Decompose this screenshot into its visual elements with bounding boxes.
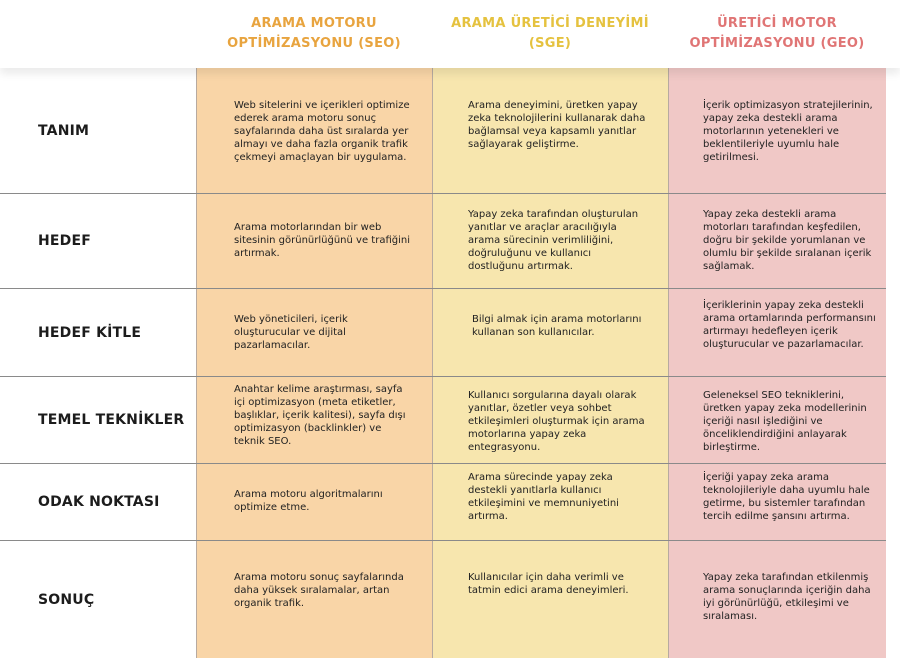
- seo-cell-sonuc: Arama motoru sonuç sayfalarında daha yüksek sıralamalar, artan organik trafik.: [234, 572, 404, 609]
- table-row-temel-teknikler: [0, 377, 886, 464]
- row-label-tanim: TANIM: [38, 122, 90, 139]
- geo-cell-hedef: Yapay zeka destekli arama motorları tarafından keşfedilen, doğru bir şekilde yorumlanan ve olumlu bir şekilde sıralanan içerik sağlamak.: [703, 209, 872, 272]
- table-header: [0, 0, 900, 68]
- table-row-odak-noktasi: [0, 464, 886, 541]
- table-row-hedef-kitle: [0, 289, 886, 377]
- sge-cell-temel-teknikler: Kullanıcı sorgularına dayalı olarak yanıtlar, özetler veya sohbet etkileşimleri oluşturmak için arama motorlarına yapay zeka entegrasyonu.: [468, 390, 645, 453]
- sge-column-title: ARAMA ÜRETİCİ DENEYİMİ (SGE): [451, 16, 649, 51]
- geo-cell-hedef-kitle: İçeriklerinin yapay zeka destekli arama ortamlarında performansını artırmayı hedefleyen içerik oluşturucular ve pazarlamacılar.: [703, 300, 876, 350]
- table-row-tanim: [0, 68, 886, 194]
- row-label-temel-teknikler: TEMEL TEKNİKLER: [38, 412, 185, 428]
- seo-cell-hedef: Arama motorlarından bir web sitesinin görünürlüğünü ve trafiğini artırmak.: [234, 222, 410, 259]
- table-row-sonuc: [0, 541, 886, 658]
- sge-cell-hedef-kitle: Bilgi almak için arama motorlarını kullanan son kullanıcılar.: [472, 314, 642, 338]
- seo-cell-hedef-kitle: Web yöneticileri, içerik oluşturucular ve dijital pazarlamacılar.: [234, 314, 348, 351]
- sge-cell-sonuc: Kullanıcılar için daha verimli ve tatmin edici arama deneyimleri.: [468, 572, 629, 596]
- sge-cell-odak-noktasi: Arama sürecinde yapay zeka destekli yanıtlarla kullanıcı etkileşimini ve memnuniyetini artırma.: [468, 472, 619, 522]
- geo-cell-odak-noktasi: İçeriği yapay zeka arama teknolojileriyle daha uyumlu hale getirme, bu sistemler tarafından tercih edilme şansını artırma.: [703, 472, 870, 522]
- seo-cell-odak-noktasi: Arama motoru algoritmalarını optimize etme.: [234, 489, 383, 513]
- row-label-odak-noktasi: ODAK NOKTASI: [38, 494, 160, 510]
- row-label-hedef: HEDEF: [38, 233, 92, 249]
- geo-cell-sonuc: Yapay zeka tarafından etkilenmiş arama sonuçlarında içeriğin daha iyi görünürlüğü, etkileşimi ve sıralaması.: [703, 572, 871, 622]
- geo-cell-temel-teknikler: Geleneksel SEO tekniklerini, üretken yapay zeka modellerinin içeriği nasıl işlediğini ve önceliklendirdiğini anlayarak birleştirme.: [703, 390, 867, 453]
- geo-cell-tanim: İçerik optimizasyon stratejilerinin, yapay zeka destekli arama motorlarının yetenekleri ve beklentileriyle uyumlu hale getirilmesi.: [703, 100, 873, 163]
- seo-cell-temel-teknikler: Anahtar kelime araştırması, sayfa içi optimizasyon (meta etiketler, başlıklar, içerik kalitesi), sayfa dışı optimizasyon (backlinkler) ve teknik SEO.: [234, 384, 406, 447]
- sge-cell-hedef: Yapay zeka tarafından oluşturulan yanıtlar ve araçlar aracılığıyla arama sürecinin verimliliğini, doğruluğunu ve kullanıcı dostluğunu artırmak.: [468, 209, 639, 272]
- seo-cell-tanim: Web sitelerini ve içerikleri optimize ederek arama motoru sonuç sayfalarında daha üst sıralarda yer almayı ve daha fazla organik trafik çekmeyi amaçlayan bir uygulama.: [234, 100, 410, 163]
- row-label-hedef-kitle: HEDEF KİTLE: [38, 324, 142, 341]
- row-label-sonuc: SONUÇ: [38, 591, 95, 608]
- sge-cell-tanim: Arama deneyimini, üretken yapay zeka teknolojilerini kullanarak daha bağlamsal veya kapsamlı yanıtlar sağlayarak geliştirme.: [468, 100, 646, 150]
- geo-column-title: ÜRETİCİ MOTOR OPTİMİZASYONU (GEO): [689, 16, 865, 51]
- table-row-hedef: [0, 194, 886, 289]
- seo-column-title: ARAMA MOTORU OPTİMİZASYONU (SEO): [227, 16, 401, 51]
